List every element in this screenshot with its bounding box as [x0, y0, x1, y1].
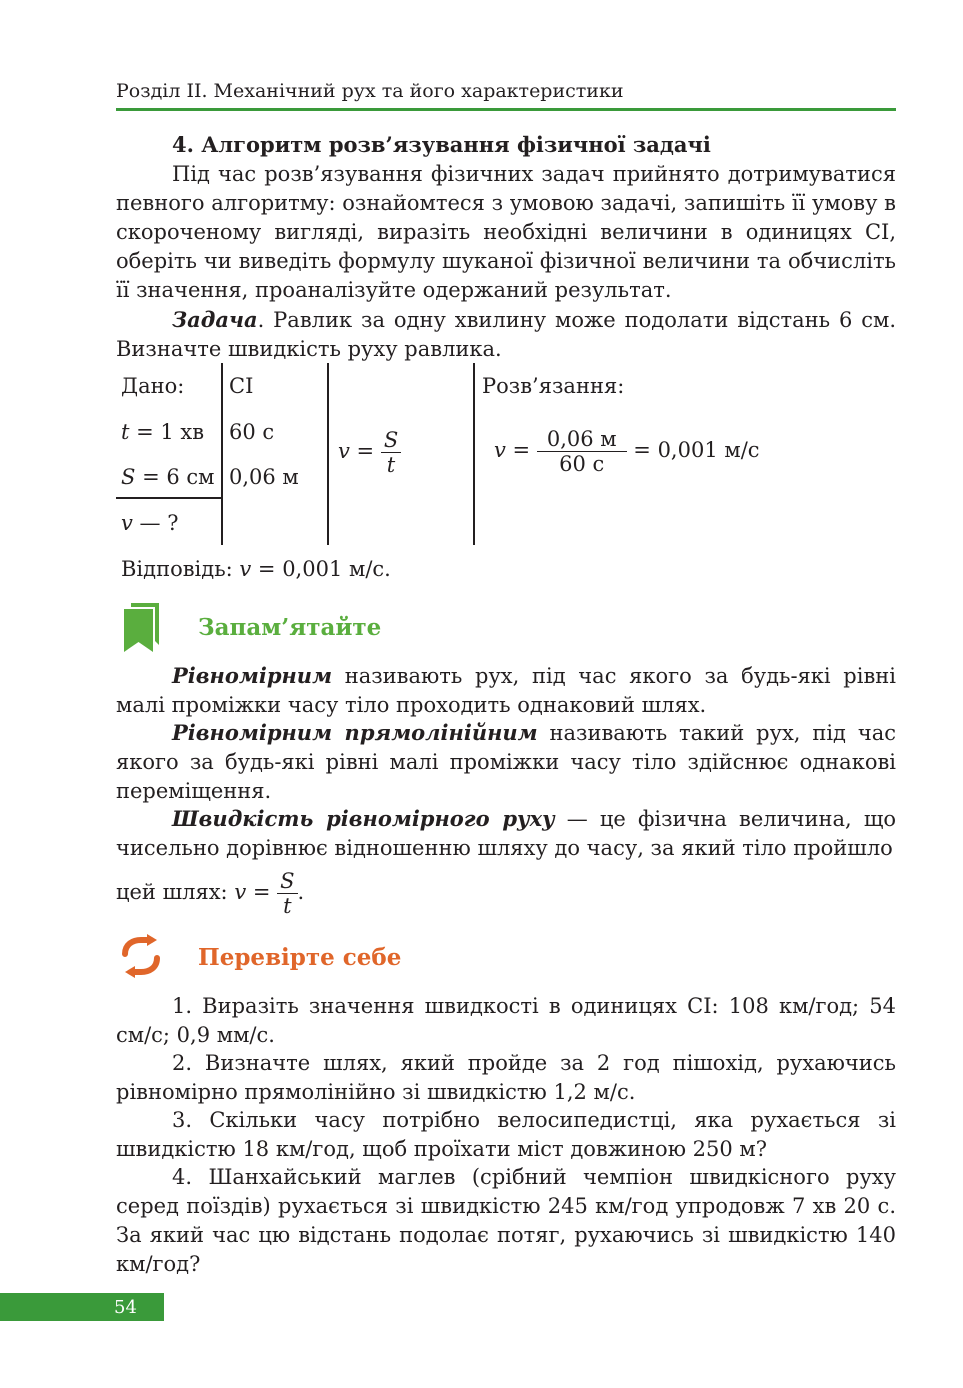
- find-speed: v — ?: [121, 511, 179, 535]
- task-label: Задача: [172, 307, 258, 332]
- definition-uniform-rectilinear: Рівномірним прямолінійним називають такий рух, під час якого за будь-які рівні малі проміжки часу тіло здійснює однакові переміщення.: [116, 720, 897, 803]
- refresh-cycle-icon: [117, 934, 165, 978]
- section-title: 4. Алгоритм розв’язування фізичної задачі: [172, 132, 711, 157]
- running-header: Розділ II. Механічний рух та його характеристики: [116, 80, 624, 102]
- si-header: СІ: [229, 374, 254, 398]
- check-heading: Перевірте себе: [198, 944, 402, 971]
- header-divider: [116, 108, 896, 111]
- remember-heading: Запам’ятайте: [198, 614, 382, 641]
- given-time: t = 1 хв: [121, 420, 205, 444]
- question-1: 1. Виразіть значення швидкості в одиницях СІ: 108 км/год; 54 см/с; 0,9 мм/с.: [116, 994, 896, 1047]
- table-divider: [221, 363, 223, 545]
- bookmark-icon: [121, 601, 163, 653]
- section-intro-paragraph: Під час розв’язування фізичних задач прийнято дотримуватися певного алгоритму: ознайомтеся з умовою задачі, запишіть її умову в скороченому вигляді, виразіть необхідні величини в одиницях СІ, оберіть чи виведіть формулу шуканої фізичної величини та обчисліть її значення, проаналізуйте одержаний результат.: [116, 162, 896, 302]
- answer-line: Відповідь: v = 0,001 м/с.: [121, 557, 391, 581]
- question-4: 4. Шанхайський маглев (срібний чемпіон швидкісного руху серед поїздів) рухається зі швидкістю 245 км/год упродовж 7 хв 20 с. За який час цю відстань подолає потяг, рухаючись зі швидкістю 140 км/год?: [116, 1165, 896, 1276]
- page-number: 54: [114, 1297, 137, 1318]
- given-header: Дано:: [121, 374, 185, 398]
- page-number-bar: [0, 1293, 164, 1321]
- definition-speed: Швидкість рівномірного руху — це фізична величина, що чисельно дорівнює відношенню шляху до часу, за який тіло пройшло: [116, 806, 896, 860]
- task-paragraph: [116, 305, 896, 364]
- calculation: v = $\frac{0,06 м}{60 с}$ = 0,001 м/с: [494, 427, 760, 476]
- given-distance: S = 6 см: [121, 465, 215, 489]
- question-3: 3. Скільки часу потрібно велосипедистці, яка рухається зі швидкістю 18 км/год, щоб проїхати міст довжиною 250 м?: [116, 1108, 896, 1161]
- speed-formula-line: цей шлях: v = $\frac{S}{t}$ .: [116, 869, 305, 918]
- definition-uniform: Рівномірним називають рух, під час якого за будь-які рівні малі проміжки часу тіло проходить однаковий шлях.: [116, 663, 896, 717]
- speed-formula-fraction: $\frac{S}{t}$: [277, 869, 297, 918]
- solution-header: Розв’язання:: [482, 374, 625, 398]
- table-divider: [327, 363, 329, 545]
- formula-fraction: $\frac{S}{t}$: [381, 428, 401, 477]
- si-time: 60 с: [229, 420, 275, 444]
- calculation-fraction: $\frac{0,06 м}{60 с}$: [537, 427, 627, 476]
- table-divider: [473, 363, 475, 545]
- table-divider: [116, 497, 221, 499]
- question-2: 2. Визначте шлях, який пройде за 2 год пішохід, рухаючись рівномірно прямолінійно зі швидкістю 1,2 м/с.: [116, 1051, 896, 1104]
- si-distance: 0,06 м: [229, 465, 299, 489]
- speed-formula: v = $\frac{S}{t}$: [338, 428, 401, 477]
- task-text: . Равлик за одну хвилину може подолати відстань 6 см. Визначте швидкість руху равлика.: [116, 308, 896, 361]
